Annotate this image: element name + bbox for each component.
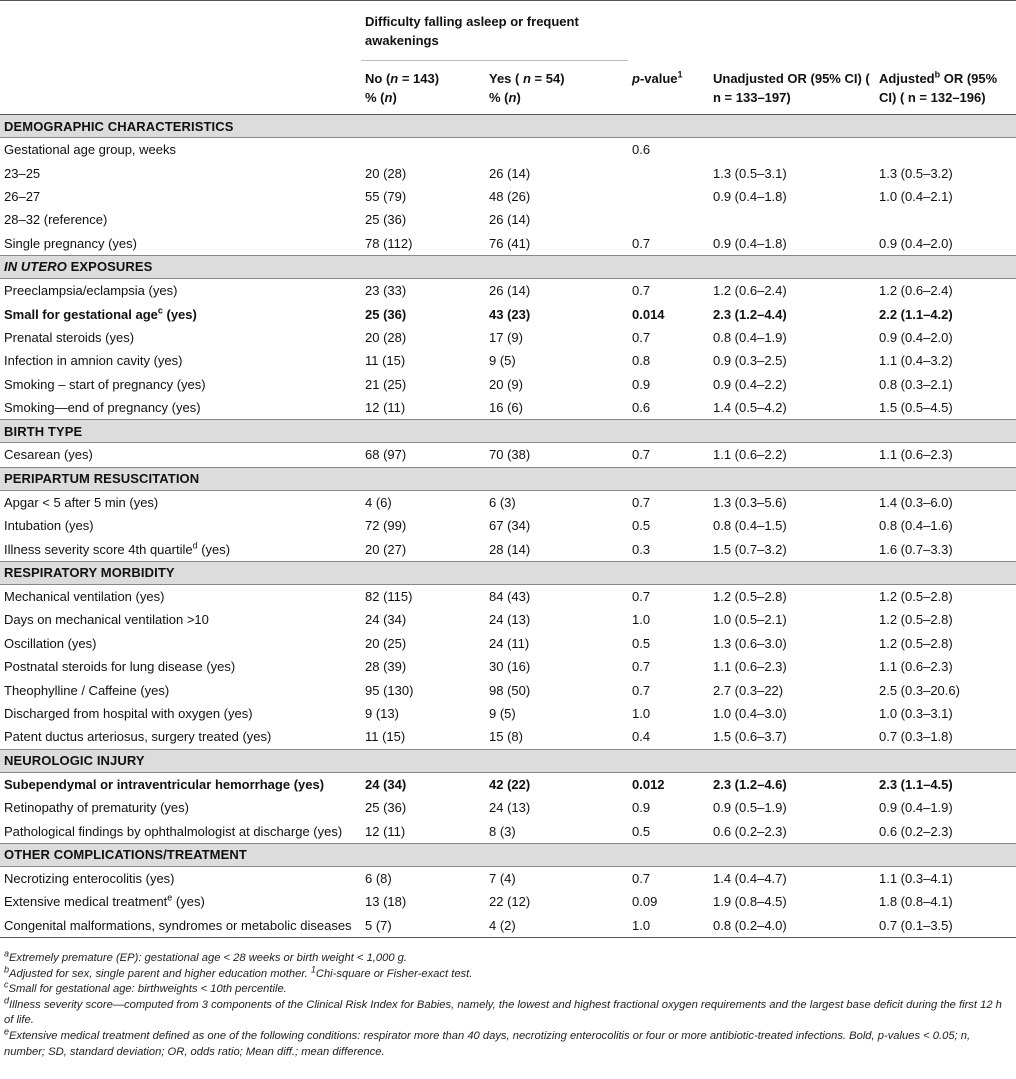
cell-no: 24 (34) <box>365 612 407 628</box>
table-row <box>0 890 1016 913</box>
row-label: Intubation (yes) <box>4 518 94 534</box>
row-label: Cesarean (yes) <box>4 447 93 463</box>
footnote-mark: c <box>4 979 9 990</box>
cell-unadjusted-or: 0.6 (0.2–2.3) <box>713 823 787 839</box>
p-value-sup: 1 <box>677 69 683 80</box>
col-yes-header <box>485 61 628 115</box>
cell-unadjusted-or: 1.1 (0.6–2.2) <box>713 447 787 463</box>
row-label: Small for gestational age$^c$ (yes) <box>4 305 197 322</box>
cell-p-value: 0.9 <box>632 800 651 816</box>
cell-no: 11 (15) <box>365 353 406 369</box>
cell-adjusted-or: 0.6 (0.2–2.3) <box>879 823 953 839</box>
cell-no: 25 (36) <box>365 306 407 322</box>
cell-unadjusted-or: 1.3 (0.5–3.1) <box>713 165 787 181</box>
cell-adjusted-or: 0.9 (0.4–2.0) <box>879 329 953 345</box>
cell-yes: 98 (50) <box>489 682 531 698</box>
table-row <box>0 866 1016 890</box>
row-label: Theophylline / Caffeine (yes) <box>4 682 170 698</box>
footnote-mark: a <box>4 948 10 959</box>
cell-yes: 9 (5) <box>489 353 516 369</box>
adjusted-or-header: Adjusted$^b$ OR (95% CI) ( n = 132–196) <box>875 61 1016 115</box>
table-row <box>0 772 1016 796</box>
cell-adjusted-or: 0.9 (0.4–2.0) <box>879 235 953 251</box>
cell-adjusted-or: 1.0 (0.3–3.1) <box>879 706 953 721</box>
cell-no: 55 (79) <box>365 188 407 204</box>
table-row <box>0 608 1016 631</box>
cell-unadjusted-or: 1.1 (0.6–2.3) <box>713 659 787 675</box>
cell-yes: 76 (41) <box>489 235 531 251</box>
row-label: Smoking – start of pregnancy (yes) <box>4 376 206 392</box>
cell-adjusted-or: 2.2 (1.1–4.2) <box>879 306 953 322</box>
cell-no: 12 (11) <box>365 400 406 416</box>
italic-n: n <box>522 71 531 86</box>
cell-unadjusted-or: 1.0 (0.4–3.0) <box>713 706 787 721</box>
cell-unadjusted-or: 0.9 (0.4–2.2) <box>713 376 787 392</box>
cell-no: 78 (112) <box>365 235 413 251</box>
cell-adjusted-or: 1.6 (0.7–3.3) <box>879 541 953 557</box>
cell-adjusted-or: 0.7 (0.3–1.8) <box>879 729 953 745</box>
cell-no: 20 (25) <box>365 635 407 651</box>
footnote-mark: e <box>4 1026 10 1037</box>
row-label: Days on mechanical ventilation >10 <box>4 612 209 628</box>
row-label: Smoking—end of pregnancy (yes) <box>4 400 201 416</box>
row-label: Postnatal steroids for lung disease (yes) <box>4 659 236 675</box>
cell-p-value <box>628 185 709 208</box>
cell-no: 11 (15) <box>365 729 406 745</box>
cell-no: 9 (13) <box>365 706 399 721</box>
cell-yes: 84 (43) <box>489 589 531 605</box>
section-title: PERIPARTUM RESUSCITATION <box>0 467 1016 490</box>
header-blank <box>709 1 875 61</box>
cell-unadjusted-or: 0.9 (0.5–1.9) <box>713 800 787 816</box>
table-row <box>0 632 1016 655</box>
cell-p-value: 1.0 <box>632 706 651 721</box>
table-row <box>0 208 1016 231</box>
cell-p-value: 0.7 <box>632 682 651 698</box>
cell-no: 6 (8) <box>365 870 392 886</box>
cell-adjusted-or: 1.4 (0.3–6.0) <box>879 494 953 510</box>
table-row <box>0 373 1016 396</box>
cell-no: 23 (33) <box>365 283 407 299</box>
cell-no: 12 (11) <box>365 823 406 839</box>
cell-p-value: 0.8 <box>632 353 651 369</box>
italic-n: n <box>508 90 517 105</box>
cell-p-value: 0.012 <box>632 776 665 792</box>
row-label: Apgar < 5 after 5 min (yes) <box>4 494 159 510</box>
footnote-line: $^e$Extensive medical treatment defined as one of the following conditions: respirator more than 40 days, necrotizing enterocolitis or four or more antibiotic-treated infections. Bold, p-values < 0.05; n, number; SD, standard deviation; OR, odds ratio; Mean diff.; mean difference. <box>4 1026 971 1058</box>
row-label: Pathological findings by ophthalmologist at discharge (yes) <box>4 823 343 839</box>
cell-p-value: 0.7 <box>632 659 651 675</box>
cell-unadjusted-or: 0.8 (0.4–1.9) <box>713 329 787 345</box>
header-blank <box>0 1 361 61</box>
footnote-line: $^d$Illness severity score—computed from 3 components of the Clinical Risk Index for Babies, namely, the lowest and highest fractional oxygen requirements and the largest base deficit during the first 12 h of life. <box>4 995 1002 1027</box>
cell-adjusted-or <box>875 208 1016 231</box>
footnote-mark: b <box>4 963 10 974</box>
cell-adjusted-or: 1.1 (0.6–2.3) <box>879 659 953 675</box>
cell-yes: 26 (14) <box>489 283 531 299</box>
cell-yes: 28 (14) <box>489 541 531 557</box>
cell-adjusted-or: 2.5 (0.3–20.6) <box>879 682 960 698</box>
cell-adjusted-or: 2.3 (1.1–4.5) <box>879 776 953 792</box>
cell-no: 20 (28) <box>365 329 407 345</box>
section-header <box>0 467 1016 490</box>
cell-no: 95 (130) <box>365 682 414 698</box>
row-label: Oscillation (yes) <box>4 635 97 651</box>
col-yes-pct: % (n) <box>489 90 521 105</box>
cell-p-value: 0.7 <box>632 235 651 251</box>
cell-no: 72 (99) <box>365 518 407 534</box>
table-row <box>0 138 1016 162</box>
table-row <box>0 702 1016 725</box>
footnote-mark: e <box>167 893 173 904</box>
cell-adjusted-or: 0.8 (0.4–1.6) <box>879 518 953 534</box>
table-row <box>0 349 1016 372</box>
section-header <box>0 115 1016 138</box>
footnote-mark: c <box>157 305 163 316</box>
cell-unadjusted-or: 2.3 (1.2–4.4) <box>713 306 787 322</box>
row-label: Retinopathy of prematurity (yes) <box>4 800 189 816</box>
cell-unadjusted-or: 1.3 (0.6–3.0) <box>713 635 787 651</box>
cell-unadjusted-or: 2.3 (1.2–4.6) <box>713 776 787 792</box>
cell-no: 4 (6) <box>365 494 392 510</box>
cell-p-value <box>628 208 709 231</box>
cell-no: 20 (27) <box>365 541 407 557</box>
section-title: DEMOGRAPHIC CHARACTERISTICS <box>0 115 1016 138</box>
row-label: Congenital malformations, syndromes or metabolic diseases <box>0 914 361 938</box>
table-row <box>0 396 1016 420</box>
cell-unadjusted-or: 1.2 (0.6–2.4) <box>713 283 787 299</box>
cell-unadjusted-or: 2.7 (0.3–22) <box>713 682 784 698</box>
cell-no: 25 (36) <box>365 212 407 228</box>
table-body <box>0 115 1016 938</box>
footnote-line: $^b$Adjusted for sex, single parent and higher education mother. $^1$Chi-square or Fisher-exact test. <box>4 963 473 980</box>
cell-adjusted-or: 1.1 (0.3–4.1) <box>879 870 953 886</box>
cell-no: 5 (7) <box>361 914 485 938</box>
section-title: IN UTERO EXPOSURES <box>0 255 1016 278</box>
cell-unadjusted-or: 1.4 (0.5–4.2) <box>713 400 787 416</box>
header-sub-row <box>0 61 1016 115</box>
cell-unadjusted-or: 1.0 (0.5–2.1) <box>713 612 787 628</box>
header-blank <box>0 61 361 115</box>
section-title-italic: IN UTERO <box>4 259 67 275</box>
cell-unadjusted-or: 1.3 (0.3–5.6) <box>713 494 787 510</box>
cell-p-value: 0.9 <box>632 376 651 392</box>
cell-adjusted-or: 1.1 (0.4–3.2) <box>879 353 953 369</box>
cell-yes: 6 (3) <box>489 494 516 510</box>
cell-adjusted-or: 1.1 (0.6–2.3) <box>879 447 953 463</box>
cell-p-value: 0.09 <box>632 894 658 910</box>
table-row <box>0 161 1016 184</box>
cell-adjusted-or: 1.2 (0.5–2.8) <box>879 589 953 605</box>
cell-p-value: 0.4 <box>632 729 651 745</box>
p-value-header: p-value$^1$ <box>628 61 709 115</box>
row-label: Subependymal or intraventricular hemorrhage (yes) <box>4 776 325 792</box>
row-label: Mechanical ventilation (yes) <box>4 589 165 605</box>
cell-p-value: 0.7 <box>632 870 651 886</box>
cell-p-value: 0.7 <box>632 447 651 463</box>
cell-yes: 15 (8) <box>489 729 523 745</box>
table-row <box>0 185 1016 208</box>
cell-unadjusted-or: 0.9 (0.3–2.5) <box>713 353 787 369</box>
header-group-row <box>0 1 1016 61</box>
cell-no: 28 (39) <box>365 659 407 675</box>
footnote-mark: d <box>192 540 198 551</box>
cell-no: 21 (25) <box>365 376 407 392</box>
cell-p-value: 0.014 <box>632 306 665 322</box>
col-no-header <box>361 61 485 115</box>
header-blank <box>875 1 1016 61</box>
footnote-mark: 1 <box>310 963 316 974</box>
header-blank <box>628 1 709 61</box>
cell-p-value: 0.7 <box>632 283 651 299</box>
row-label: Extensive medical treatment$^e$ (yes) <box>4 893 205 910</box>
section-header <box>0 843 1016 866</box>
italic-n: n <box>384 90 393 105</box>
cell-adjusted-or: 1.5 (0.5–4.5) <box>879 400 953 416</box>
cell-p-value: 1.0 <box>628 914 709 938</box>
cell-unadjusted-or: 1.4 (0.4–4.7) <box>713 870 787 886</box>
row-label: Prenatal steroids (yes) <box>4 329 135 345</box>
cell-yes: 17 (9) <box>489 329 523 345</box>
col-yes-label: Yes ( n = 54) <box>489 71 565 86</box>
table-row <box>0 725 1016 749</box>
footnotes <box>4 948 1012 1060</box>
col-no-label: No (n = 143) <box>365 71 440 86</box>
cell-p-value: 0.5 <box>632 635 651 651</box>
cell-no <box>361 138 485 162</box>
cell-adjusted-or <box>875 138 1016 162</box>
cell-unadjusted-or: 1.9 (0.8–4.5) <box>713 894 787 910</box>
cell-unadjusted-or: 0.8 (0.2–4.0) <box>709 914 875 938</box>
cell-p-value: 0.5 <box>632 823 651 839</box>
cell-p-value: 1.0 <box>632 612 651 628</box>
table-row <box>0 443 1016 467</box>
table-row <box>0 302 1016 325</box>
section-header <box>0 255 1016 278</box>
cell-yes: 8 (3) <box>489 823 516 839</box>
cell-unadjusted-or: 1.5 (0.7–3.2) <box>713 541 787 557</box>
table-row <box>0 232 1016 256</box>
cell-no: 13 (18) <box>365 894 407 910</box>
cell-unadjusted-or: 1.5 (0.6–3.7) <box>713 729 787 745</box>
row-label: Preeclampsia/eclampsia (yes) <box>4 283 178 299</box>
section-title: RESPIRATORY MORBIDITY <box>0 561 1016 584</box>
row-label: Necrotizing enterocolitis (yes) <box>4 870 175 886</box>
cell-no: 24 (34) <box>365 776 407 792</box>
section-title: OTHER COMPLICATIONS/TREATMENT <box>0 843 1016 866</box>
cell-unadjusted-or: 0.8 (0.4–1.5) <box>713 518 787 534</box>
cell-p-value: 0.6 <box>632 400 651 416</box>
row-label: Infection in amnion cavity (yes) <box>4 353 183 369</box>
cell-yes: 43 (23) <box>489 306 531 322</box>
cell-adjusted-or: 0.8 (0.3–2.1) <box>879 376 953 392</box>
cell-yes: 22 (12) <box>489 894 531 910</box>
cell-adjusted-or: 0.9 (0.4–1.9) <box>879 800 953 816</box>
table-row <box>0 490 1016 514</box>
cell-yes: 9 (5) <box>489 706 516 721</box>
cell-p-value: 0.7 <box>632 589 651 605</box>
cell-p-value: 0.5 <box>632 518 651 534</box>
cell-yes: 7 (4) <box>489 870 516 886</box>
table-row <box>0 326 1016 349</box>
table-row <box>0 655 1016 678</box>
table-row <box>0 537 1016 561</box>
cell-yes: 48 (26) <box>489 188 531 204</box>
table-row <box>0 514 1016 537</box>
cell-yes: 30 (16) <box>489 659 531 675</box>
row-label: 26–27 <box>4 188 41 204</box>
table-row <box>0 278 1016 302</box>
cell-yes: 42 (22) <box>489 776 531 792</box>
cell-unadjusted-or: 1.2 (0.5–2.8) <box>713 589 787 605</box>
cell-yes: 67 (34) <box>489 518 531 534</box>
cell-p-value: 0.3 <box>632 541 651 557</box>
cell-no: 20 (28) <box>365 165 407 181</box>
cell-yes: 4 (2) <box>485 914 628 938</box>
footnote-mark: d <box>4 995 10 1006</box>
cell-adjusted-or: 1.2 (0.6–2.4) <box>879 283 953 299</box>
cell-adjusted-or: 1.2 (0.5–2.8) <box>879 612 953 628</box>
table-row <box>0 796 1016 819</box>
col-no-pct: % (n) <box>365 90 397 105</box>
cell-yes: 20 (9) <box>489 376 523 392</box>
row-label: 23–25 <box>4 165 41 181</box>
section-header <box>0 561 1016 584</box>
italic-p: p <box>632 70 640 86</box>
unadjusted-or-header: Unadjusted OR (95% CI) ( n = 133–197) <box>709 61 875 115</box>
row-label: Illness severity score 4th quartile$^d$ (yes) <box>4 540 231 557</box>
italic-n: n <box>390 71 399 86</box>
cell-p-value: 0.7 <box>632 329 651 345</box>
group-label: Difficulty falling asleep or frequent awakenings <box>361 1 628 61</box>
cell-p-value: 0.6 <box>632 142 651 158</box>
row-label: Gestational age group, weeks <box>4 142 176 158</box>
cell-unadjusted-or: 0.9 (0.4–1.8) <box>713 235 787 251</box>
cell-no: 68 (97) <box>365 447 407 463</box>
cell-adjusted-or: 0.7 (0.1–3.5) <box>875 914 1016 938</box>
footnote-line: $^a$Extremely premature (EP): gestational age < 28 weeks or birth weight < 1,000 g. <box>4 948 408 964</box>
row-label: Patent ductus arteriosus, surgery treated (yes) <box>4 729 272 745</box>
section-title: BIRTH TYPE <box>0 420 1016 443</box>
row-label: Discharged from hospital with oxygen (yes) <box>4 706 253 721</box>
cell-unadjusted-or <box>709 208 875 231</box>
cell-no: 25 (36) <box>365 800 407 816</box>
table-row <box>0 914 1016 938</box>
table-row <box>0 584 1016 608</box>
row-label: 28–32 (reference) <box>4 212 108 228</box>
section-header <box>0 420 1016 443</box>
cell-unadjusted-or: 0.9 (0.4–1.8) <box>713 188 787 204</box>
cell-yes: 24 (11) <box>489 635 530 651</box>
cell-unadjusted-or <box>709 138 875 162</box>
cell-yes <box>485 138 628 162</box>
cell-yes: 16 (6) <box>489 400 523 416</box>
cell-adjusted-or: 1.2 (0.5–2.8) <box>879 635 953 651</box>
cell-adjusted-or: 1.0 (0.4–2.1) <box>879 188 953 204</box>
cell-yes: 70 (38) <box>489 447 531 463</box>
table-row <box>0 819 1016 843</box>
footnote-line: $^c$Small for gestational age: birthweights < 10th percentile. <box>4 979 287 996</box>
section-header <box>0 749 1016 772</box>
cell-adjusted-or: 1.3 (0.5–3.2) <box>879 165 953 181</box>
cell-yes: 26 (14) <box>489 212 531 228</box>
cell-p-value: 0.7 <box>632 494 651 510</box>
cell-no: 82 (115) <box>365 589 413 605</box>
cell-adjusted-or: 1.8 (0.8–4.1) <box>879 894 953 910</box>
section-title: NEUROLOGIC INJURY <box>0 749 1016 772</box>
cell-yes: 26 (14) <box>489 165 531 181</box>
cell-yes: 24 (13) <box>489 612 531 628</box>
table-row <box>0 678 1016 701</box>
row-label: Single pregnancy (yes) <box>4 235 137 251</box>
cell-p-value <box>628 161 709 184</box>
cell-yes: 24 (13) <box>489 800 531 816</box>
